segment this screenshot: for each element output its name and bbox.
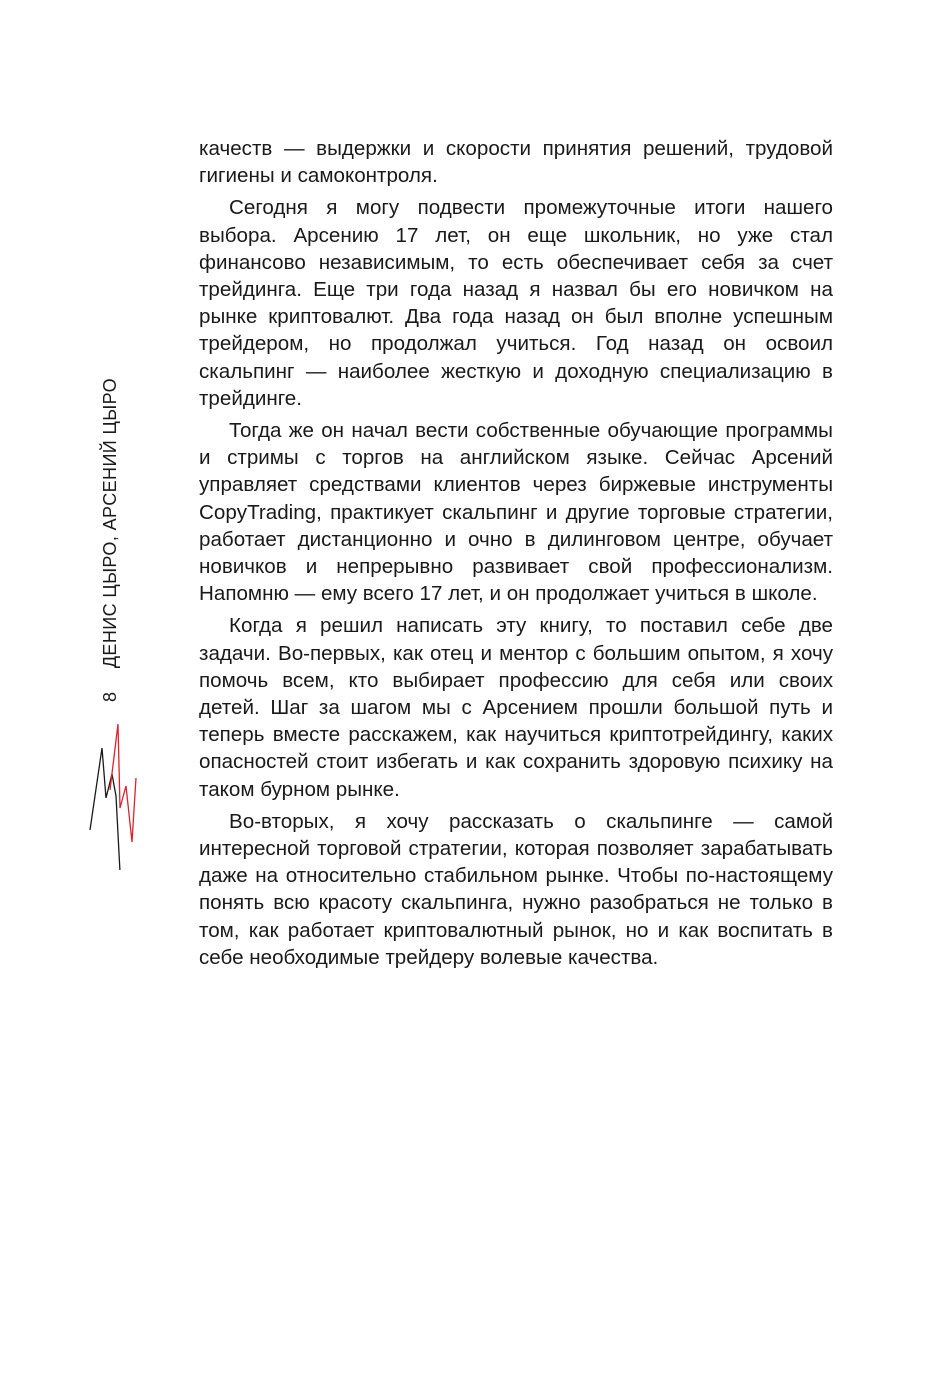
paragraph: качеств — выдержки и скорости принятия решений, трудовой гигиены и самоконтроля. <box>199 137 833 188</box>
ornament-black-zigzag <box>90 748 120 870</box>
body-text <box>199 135 833 976</box>
paragraph: Во-вторых, я хочу рассказать о скальпинге — самой интересной торговой стратегии, которая позволяет зарабатывать даже на относительно стабильном рынке. Чтобы по-настоящему понять всю красоту скальпинга, нужно разобраться не только в том, как работает криптовалютный рынок, но и как воспитать в себе необходимые трейдеру волевые качества. <box>199 809 833 969</box>
running-head-text: ДЕНИС ЦЫРО, АРСЕНИЙ ЦЫРО <box>100 378 120 669</box>
page-number <box>98 684 122 710</box>
zigzag-ornament-icon <box>86 722 142 870</box>
running-head <box>98 378 122 678</box>
page-number-text: 8 <box>100 691 120 702</box>
paragraph: Тогда же он начал вести собственные обучающие программы и стримы с торгов на английском языке. Сейчас Арсений управляет средствами клиентов через биржевые инструменты CopyTrading, практикует скальпинг и другие торговые стратегии, работает дистанционно и очно в дилинговом центре, обучает новичков и непрерывно развивает свой профессионализм. Напомню — ему всего 17 лет, и он продолжает учиться в школе. <box>199 419 833 606</box>
paragraph: Когда я решил написать эту книгу, то поставил себе две задачи. Во-первых, как отец и ментор с большим опытом, я хочу помочь всем, кто выбирает профессию для себя или своих детей. Шаг за шагом мы с Арсением прошли большой путь и теперь вместе расскажем, как научиться криптотрейдингу, каких опасностей стоит избегать и как сохранить здоровую психику на таком бурном рынке. <box>199 614 833 801</box>
paragraph: Сегодня я могу подвести промежуточные итоги нашего выбора. Арсению 17 лет, он еще школьник, но уже стал финансово независимым, то есть обеспечивает себя за счет трейдинга. Еще три года назад я назвал бы его новичком на рынке криптовалют. Два года назад он был вполне успешным трейдером, но продолжал учиться. Год назад он освоил скальпинг — наиболее жесткую и доходную специализацию в трейдинге. <box>199 196 833 410</box>
